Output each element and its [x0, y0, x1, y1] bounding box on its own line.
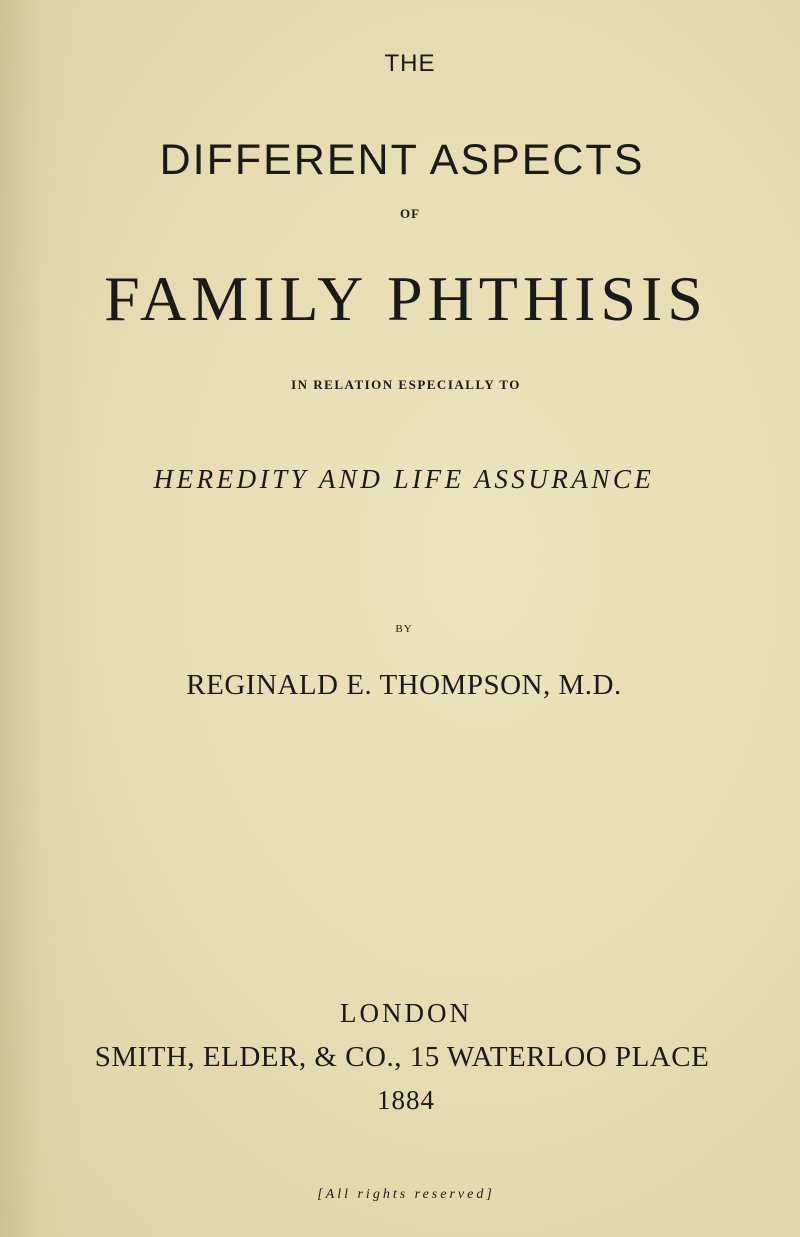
- publication-city: LONDON: [340, 998, 472, 1028]
- publication-year: 1884: [377, 1085, 435, 1115]
- author-name: REGINALD E. THOMPSON, M.D.: [186, 669, 622, 701]
- relation-line: IN RELATION ESPECIALLY TO: [291, 377, 521, 392]
- title-line-2: FAMILY PHTHISIS: [104, 263, 708, 334]
- subtitle: HEREDITY AND LIFE ASSURANCE: [153, 464, 655, 494]
- title-article: THE: [384, 50, 436, 77]
- publisher-imprint: SMITH, ELDER, & CO., 15 WATERLOO PLACE: [94, 1041, 710, 1073]
- title-connector: OF: [399, 206, 421, 221]
- title-line-1: DIFFERENT ASPECTS: [159, 136, 645, 184]
- rights-notice: [All rights reserved]: [317, 1187, 495, 1202]
- by-line: BY: [395, 623, 413, 635]
